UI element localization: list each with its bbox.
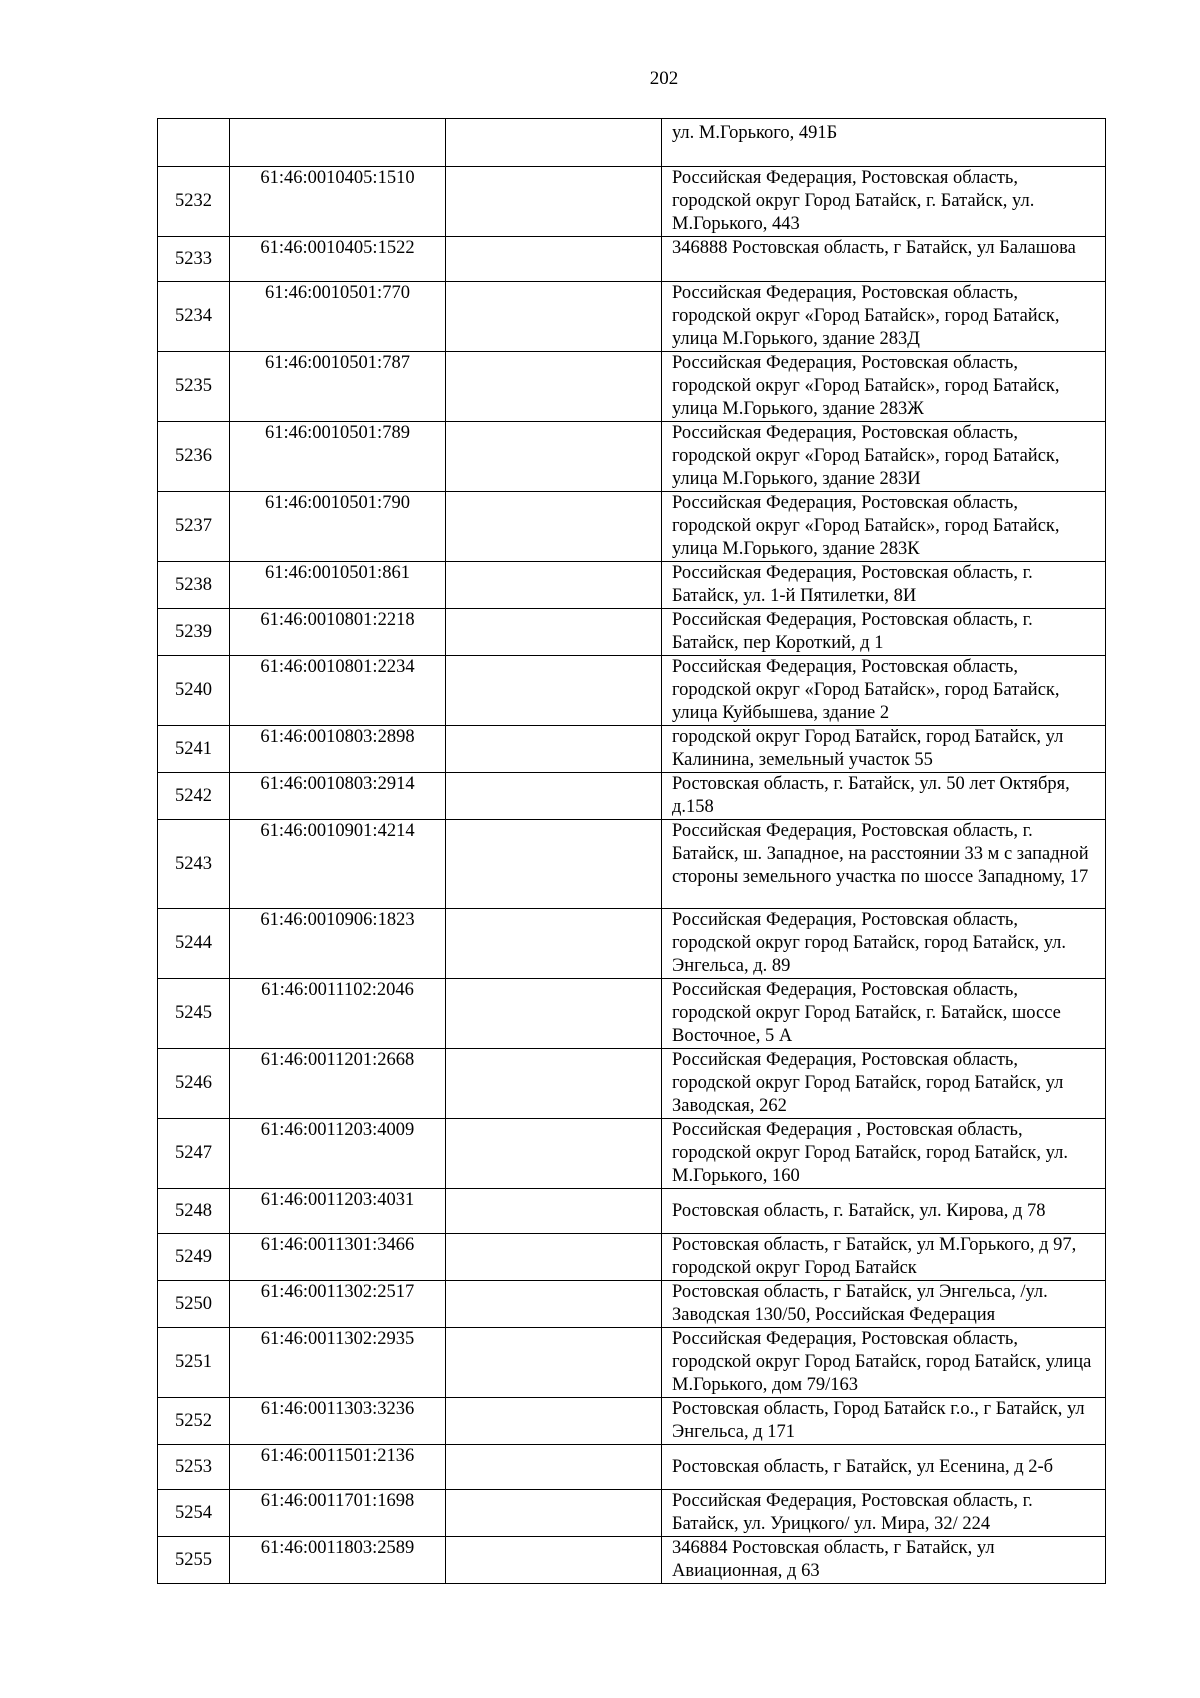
address-cell: Ростовская область, г Батайск, ул Энгельса, /ул. Заводская 130/50, Российская Федерация — [662, 1281, 1106, 1328]
cadastral-number-cell: 61:46:0010501:861 — [230, 562, 446, 609]
address-cell: городской округ Город Батайск, город Батайск, ул Калинина, земельный участок 55 — [662, 726, 1106, 773]
table-row — [158, 1328, 1106, 1398]
cadastral-number-cell: 61:46:0010405:1522 — [230, 237, 446, 282]
table-row — [158, 1537, 1106, 1584]
row-number-cell: 5236 — [158, 422, 230, 492]
row-number-cell — [158, 119, 230, 167]
row-number-cell: 5247 — [158, 1119, 230, 1189]
empty-cell — [446, 909, 662, 979]
cadastral-number-cell: 61:46:0010501:770 — [230, 282, 446, 352]
empty-cell — [446, 352, 662, 422]
empty-cell — [446, 1234, 662, 1281]
row-number-cell: 5253 — [158, 1445, 230, 1490]
cadastral-number-cell: 61:46:0011203:4009 — [230, 1119, 446, 1189]
address-cell: Российская Федерация, Ростовская область, г. Батайск, ш. Западное, на расстоянии 33 м с западной стороны земельного участка по шоссе Западному, 17 — [662, 820, 1106, 909]
cadastral-number-cell: 61:46:0011201:2668 — [230, 1049, 446, 1119]
address-cell: Российская Федерация, Ростовская область, городской округ «Город Батайск», город Батайск, улица Куйбышева, здание 2 — [662, 656, 1106, 726]
table-row — [158, 352, 1106, 422]
row-number-cell: 5242 — [158, 773, 230, 820]
row-number-cell: 5243 — [158, 820, 230, 909]
table-row — [158, 909, 1106, 979]
address-cell: Ростовская область, г Батайск, ул М.Горького, д 97, городской округ Город Батайск — [662, 1234, 1106, 1281]
empty-cell — [446, 726, 662, 773]
registry-table-body — [158, 119, 1106, 1584]
table-row — [158, 167, 1106, 237]
table-row-continuation — [158, 119, 1106, 167]
row-number-cell: 5233 — [158, 237, 230, 282]
empty-cell — [446, 1490, 662, 1537]
empty-cell — [446, 1398, 662, 1445]
table-row — [158, 562, 1106, 609]
empty-cell — [446, 1119, 662, 1189]
empty-cell — [446, 979, 662, 1049]
registry-table — [157, 118, 1106, 1584]
table-row — [158, 1189, 1106, 1234]
cadastral-number-cell: 61:46:0010801:2218 — [230, 609, 446, 656]
address-cell: Российская Федерация, Ростовская область, городской округ «Город Батайск», город Батайск, улица М.Горького, здание 283Ж — [662, 352, 1106, 422]
cadastral-number-cell: 61:46:0010801:2234 — [230, 656, 446, 726]
row-number-cell: 5255 — [158, 1537, 230, 1584]
empty-cell — [446, 119, 662, 167]
row-number-cell: 5246 — [158, 1049, 230, 1119]
table-row — [158, 1234, 1106, 1281]
empty-cell — [446, 282, 662, 352]
address-cell: Российская Федерация, Ростовская область, г. Батайск, ул. 1-й Пятилетки, 8И — [662, 562, 1106, 609]
address-cell: Российская Федерация, Ростовская область, г. Батайск, пер Короткий, д 1 — [662, 609, 1106, 656]
row-number-cell: 5254 — [158, 1490, 230, 1537]
row-number-cell: 5235 — [158, 352, 230, 422]
cadastral-number-cell: 61:46:0011203:4031 — [230, 1189, 446, 1234]
address-cell: Российская Федерация , Ростовская область, городской округ Город Батайск, город Батайск, ул. М.Горького, 160 — [662, 1119, 1106, 1189]
table-row — [158, 492, 1106, 562]
table-row — [158, 1049, 1106, 1119]
row-number-cell: 5244 — [158, 909, 230, 979]
empty-cell — [446, 1049, 662, 1119]
row-number-cell: 5232 — [158, 167, 230, 237]
address-cell: Российская Федерация, Ростовская область, городской округ Город Батайск, г. Батайск, шоссе Восточное, 5 А — [662, 979, 1106, 1049]
cadastral-number-cell: 61:46:0011803:2589 — [230, 1537, 446, 1584]
cadastral-number-cell: 61:46:0011303:3236 — [230, 1398, 446, 1445]
cadastral-number-cell — [230, 119, 446, 167]
empty-cell — [446, 237, 662, 282]
table-row — [158, 820, 1106, 909]
cadastral-number-cell: 61:46:0011102:2046 — [230, 979, 446, 1049]
cadastral-number-cell: 61:46:0010906:1823 — [230, 909, 446, 979]
empty-cell — [446, 422, 662, 492]
table-row — [158, 1281, 1106, 1328]
table-row — [158, 656, 1106, 726]
table-row — [158, 979, 1106, 1049]
row-number-cell: 5239 — [158, 609, 230, 656]
row-number-cell: 5249 — [158, 1234, 230, 1281]
address-cell: Ростовская область, г. Батайск, ул. 50 лет Октября, д.158 — [662, 773, 1106, 820]
row-number-cell: 5251 — [158, 1328, 230, 1398]
row-number-cell: 5252 — [158, 1398, 230, 1445]
empty-cell — [446, 1189, 662, 1234]
empty-cell — [446, 1328, 662, 1398]
cadastral-number-cell: 61:46:0010405:1510 — [230, 167, 446, 237]
empty-cell — [446, 1537, 662, 1584]
cadastral-number-cell: 61:46:0010501:787 — [230, 352, 446, 422]
cadastral-number-cell: 61:46:0011302:2517 — [230, 1281, 446, 1328]
table-row — [158, 609, 1106, 656]
row-number-cell: 5250 — [158, 1281, 230, 1328]
cadastral-number-cell: 61:46:0011501:2136 — [230, 1445, 446, 1490]
cadastral-number-cell: 61:46:0011301:3466 — [230, 1234, 446, 1281]
empty-cell — [446, 1281, 662, 1328]
cadastral-number-cell: 61:46:0010501:789 — [230, 422, 446, 492]
table-row — [158, 422, 1106, 492]
address-cell: Российская Федерация, Ростовская область, городской округ «Город Батайск», город Батайск, улица М.Горького, здание 283И — [662, 422, 1106, 492]
cadastral-number-cell: 61:46:0011302:2935 — [230, 1328, 446, 1398]
cadastral-number-cell: 61:46:0010901:4214 — [230, 820, 446, 909]
address-cell: 346888 Ростовская область, г Батайск, ул Балашова — [662, 237, 1106, 282]
empty-cell — [446, 609, 662, 656]
table-row — [158, 1445, 1106, 1490]
table-row — [158, 773, 1106, 820]
empty-cell — [446, 773, 662, 820]
table-row — [158, 237, 1106, 282]
empty-cell — [446, 167, 662, 237]
address-cell: Российская Федерация, Ростовская область, городской округ «Город Батайск», город Батайск, улица М.Горького, здание 283Д — [662, 282, 1106, 352]
row-number-cell: 5237 — [158, 492, 230, 562]
address-cell: Российская Федерация, Ростовская область, городской округ город Батайск, город Батайск, ул. Энгельса, д. 89 — [662, 909, 1106, 979]
cadastral-number-cell: 61:46:0010803:2914 — [230, 773, 446, 820]
table-row — [158, 726, 1106, 773]
row-number-cell: 5234 — [158, 282, 230, 352]
address-cell: Российская Федерация, Ростовская область, г. Батайск, ул. Урицкого/ ул. Мира, 32/ 224 — [662, 1490, 1106, 1537]
table-row — [158, 1490, 1106, 1537]
row-number-cell: 5238 — [158, 562, 230, 609]
empty-cell — [446, 562, 662, 609]
empty-cell — [446, 1445, 662, 1490]
page-number: 202 — [649, 68, 679, 89]
row-number-cell: 5241 — [158, 726, 230, 773]
table-row — [158, 1119, 1106, 1189]
cadastral-number-cell: 61:46:0010501:790 — [230, 492, 446, 562]
row-number-cell: 5240 — [158, 656, 230, 726]
address-cell: Российская Федерация, Ростовская область, городской округ Город Батайск, город Батайск, улица М.Горького, дом 79/163 — [662, 1328, 1106, 1398]
cadastral-number-cell: 61:46:0010803:2898 — [230, 726, 446, 773]
cadastral-number-cell: 61:46:0011701:1698 — [230, 1490, 446, 1537]
table-row — [158, 1398, 1106, 1445]
address-cell: Российская Федерация, Ростовская область, городской округ «Город Батайск», город Батайск, улица М.Горького, здание 283К — [662, 492, 1106, 562]
address-cell: Ростовская область, г Батайск, ул Есенина, д 2-б — [662, 1445, 1106, 1490]
address-cell: Ростовская область, г. Батайск, ул. Кирова, д 78 — [662, 1189, 1106, 1234]
empty-cell — [446, 820, 662, 909]
address-cell: Российская Федерация, Ростовская область, городской округ Город Батайск, город Батайск, ул Заводская, 262 — [662, 1049, 1106, 1119]
address-cell: 346884 Ростовская область, г Батайск, ул Авиационная, д 63 — [662, 1537, 1106, 1584]
address-cell: Российская Федерация, Ростовская область, городской округ Город Батайск, г. Батайск, ул. М.Горького, 443 — [662, 167, 1106, 237]
table-row — [158, 282, 1106, 352]
address-cell: Ростовская область, Город Батайск г.о., г Батайск, ул Энгельса, д 171 — [662, 1398, 1106, 1445]
row-number-cell: 5248 — [158, 1189, 230, 1234]
row-number-cell: 5245 — [158, 979, 230, 1049]
empty-cell — [446, 492, 662, 562]
empty-cell — [446, 656, 662, 726]
address-cell: ул. М.Горького, 491Б — [662, 119, 1106, 167]
